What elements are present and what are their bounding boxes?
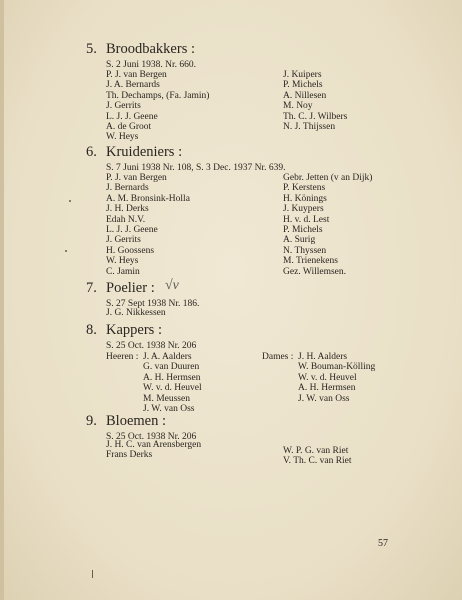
name-entry: Gebr. Jetten (v an Dijk): [283, 173, 373, 183]
page-edge: [0, 0, 4, 600]
name-entry: W. Heys: [106, 256, 139, 267]
section-number: 5.: [86, 41, 97, 57]
section-kruideniers: [86, 144, 285, 174]
name-entry: P. Michels: [283, 80, 323, 91]
section-kappers: [86, 322, 196, 352]
name-entry: J. Kuipers: [283, 70, 322, 80]
name-entry: J. Gerrits: [106, 235, 141, 246]
name-entry: N. Thyssen: [283, 245, 327, 256]
names-left-column: [106, 440, 201, 461]
names-right-column: [283, 173, 372, 277]
names-left-column: [106, 173, 190, 277]
name-entry: Edah N.V.: [106, 214, 146, 225]
name-entry: M. Noy: [283, 101, 313, 112]
name-entry: W. v. d. Heuvel: [298, 372, 357, 383]
section-heading: [86, 280, 199, 296]
name-entry: J. A. Bernards: [106, 80, 160, 91]
name-entry: W. Bouman-Kölling: [298, 362, 376, 373]
name-entry: P. J. van Bergen: [106, 173, 167, 183]
paper-speck: [65, 250, 67, 252]
name-entry: J. A. Aalders: [143, 352, 192, 362]
name-entry: J. Bernards: [106, 183, 149, 194]
decree-reference: S. 25 Oct. 1938 Nr. 206: [106, 432, 197, 442]
name-entry: H. Könings: [283, 193, 327, 204]
paper-speck: [92, 570, 93, 578]
section-number: 8.: [86, 322, 97, 338]
name-entry: J. G. Nikkessen: [106, 308, 166, 318]
section-broodbakkers: [86, 41, 196, 71]
name-entry: P. J. van Bergen: [106, 70, 167, 80]
decree-reference: S. 27 Sept 1938 Nr. 186.: [106, 299, 200, 309]
name-entry: Th. Dechamps, (Fa. Jamin): [106, 90, 210, 101]
section-number: 6.: [86, 144, 97, 160]
section-poelier: [86, 280, 199, 310]
section-title: Bloemen :: [106, 413, 167, 429]
name-entry: L. J. J. Geene: [106, 111, 158, 122]
name-entry: V. Th. C. van Riet: [283, 456, 352, 467]
names-left-column: [106, 70, 209, 143]
name-entry: J. W. van Oss: [298, 393, 350, 404]
decree-reference: S. 25 Oct. 1938 Nr. 206: [106, 341, 197, 351]
decree-reference: S. 7 Juni 1938 Nr. 108, S. 3 Dec. 1937 Nr. 639.: [106, 163, 286, 173]
name-entry: P. Kerstens: [283, 183, 326, 194]
name-entry: A. Nillesen: [283, 90, 327, 101]
name-entry: M. Meussen: [143, 393, 190, 404]
heeren-label: Heeren :: [106, 352, 139, 362]
name-entry: Gez. Willemsen.: [283, 266, 347, 277]
name-entry: W. v. d. Heuvel: [143, 383, 202, 394]
name-entry: N. J. Thijssen: [283, 121, 336, 132]
names-right-column: [283, 70, 347, 132]
section-title: Kruideniers :: [106, 144, 183, 160]
name-entry: J. H. C. van Arensbergen: [106, 440, 202, 450]
name-entry: A. H. Hermsen: [298, 383, 356, 394]
name-entry: W. Heys: [106, 132, 139, 143]
dames-names-column: [298, 352, 375, 404]
section-number: 9.: [86, 413, 97, 429]
name-entry: H. v. d. Lest: [283, 214, 330, 225]
section-heading: [86, 413, 196, 429]
name-entry: A. Surig: [283, 235, 316, 246]
name-entry: Frans Derks: [106, 450, 153, 461]
paper-speck: [69, 200, 71, 202]
name-entry: A. de Groot: [106, 121, 152, 132]
name-entry: P. Michels: [283, 224, 323, 235]
name-entry: J. H. Derks: [106, 204, 149, 215]
section-number: 7.: [86, 280, 97, 296]
decree-reference: S. 2 Juni 1938. Nr. 660.: [106, 60, 196, 70]
name-entry: A. M. Bronsink-Holla: [106, 193, 190, 204]
name-entry: H. Goossens: [106, 245, 155, 256]
name-entry: G. van Duuren: [143, 362, 200, 373]
name-entry: M. Trienekens: [283, 256, 338, 267]
heeren-names-column: [143, 352, 202, 414]
section-heading: [86, 41, 196, 57]
dames-label: Dames :: [262, 352, 294, 362]
name-entry: Th. C. J. Wilbers: [283, 111, 348, 122]
name-entry: L. J. J. Geene: [106, 224, 158, 235]
section-bloemen: [86, 413, 196, 443]
section-heading: [86, 322, 196, 338]
handwritten-mark: √v: [165, 278, 179, 293]
section-title: Kappers :: [106, 322, 162, 338]
section-heading: [86, 144, 285, 160]
names-right-column: [283, 446, 352, 467]
name-entry: W. P. G. van Riet: [283, 446, 349, 456]
name-entry: J. Kuypers: [283, 204, 324, 215]
section-title: Poelier :: [106, 280, 155, 296]
name-entry: J. H. Aalders: [298, 352, 348, 362]
name-entry: J. Gerrits: [106, 101, 141, 112]
name-entry: C. Jamin: [106, 266, 140, 277]
name-entry: A. H. Hermsen: [143, 372, 201, 383]
page-number: 57: [378, 538, 388, 549]
name-entry: J. W. van Oss: [143, 403, 195, 414]
names-left-column: [106, 308, 166, 318]
section-title: Broodbakkers :: [106, 41, 195, 57]
